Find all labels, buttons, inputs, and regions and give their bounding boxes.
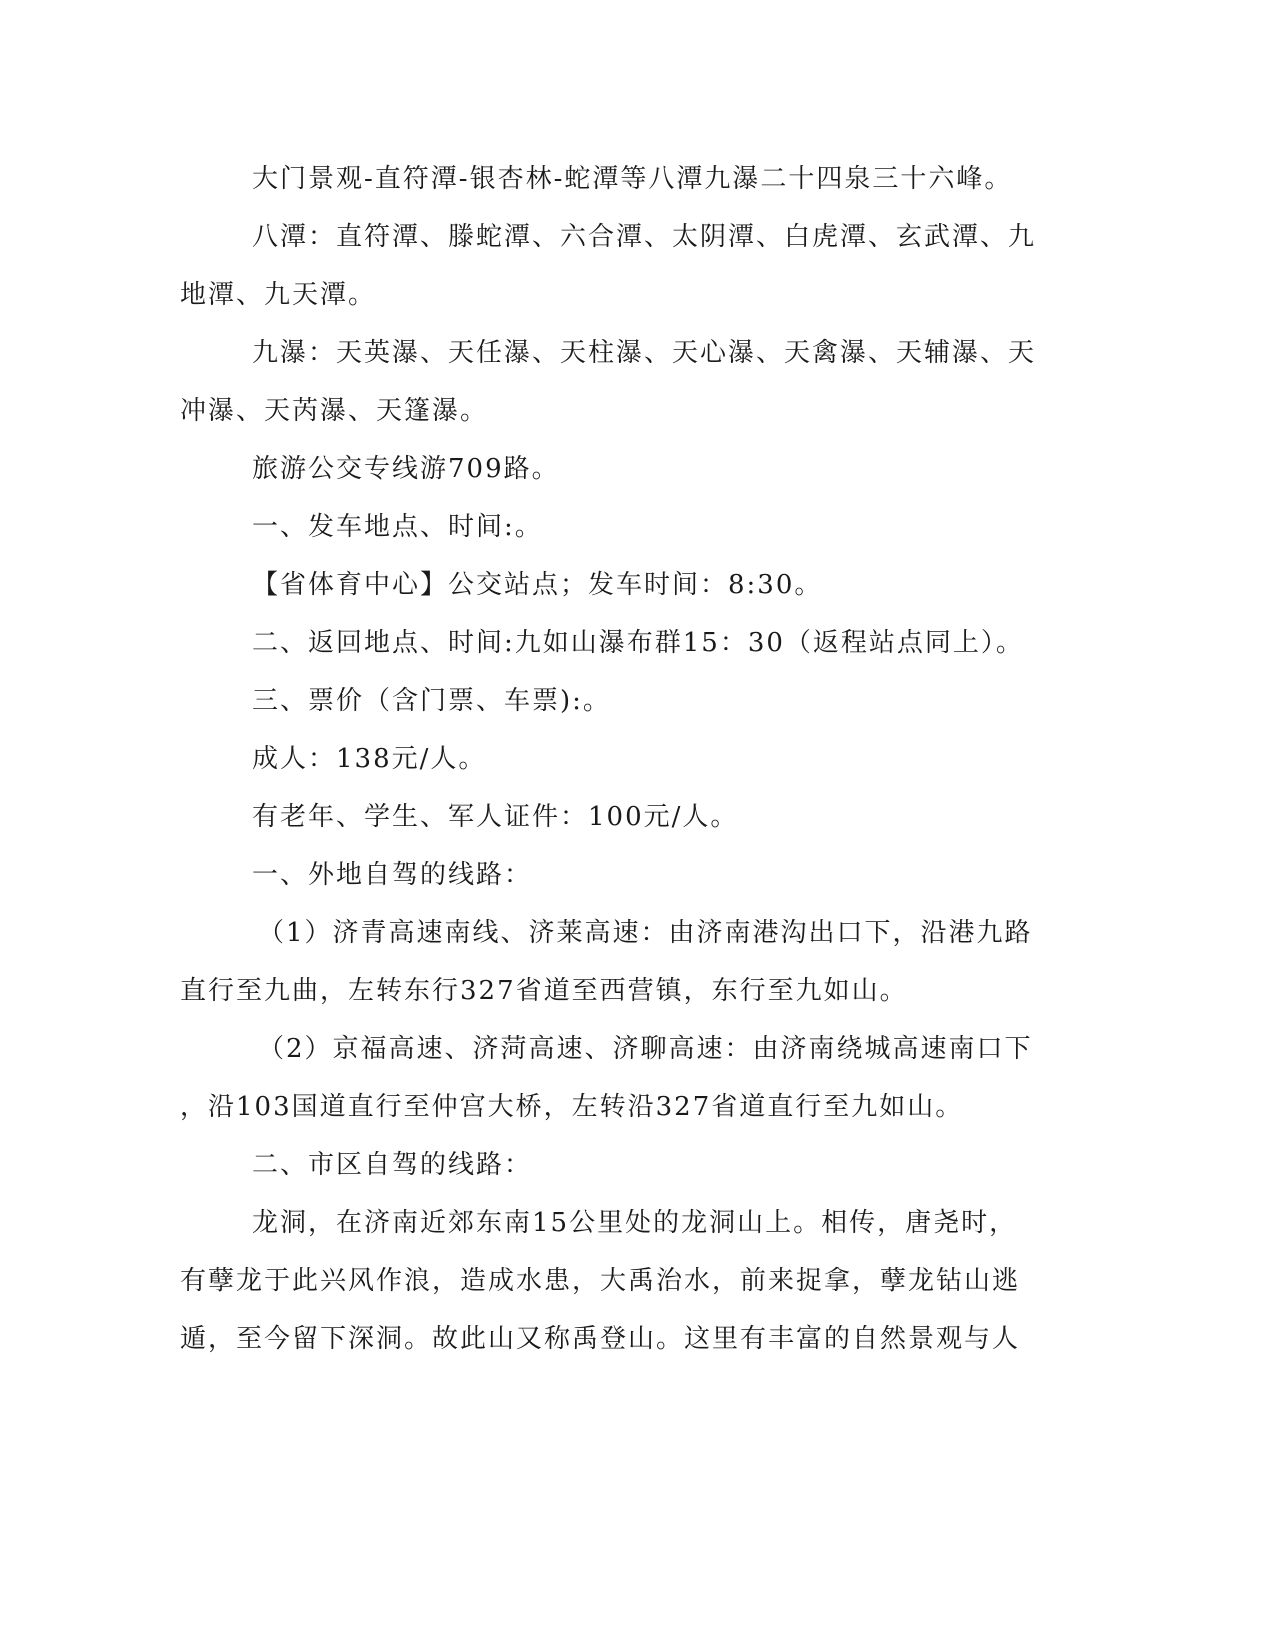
text-line: 三、票价（含门票、车票):。 bbox=[252, 686, 611, 716]
text-line: （2）京福高速、济菏高速、济聊高速：由济南绕城高速南口下 bbox=[258, 1034, 1033, 1064]
paragraph-nine-waterfalls bbox=[180, 324, 1037, 440]
paragraph-scenic-route bbox=[180, 150, 1030, 208]
paragraph-eight-pools bbox=[180, 208, 1037, 324]
paragraph-city-driving bbox=[180, 1136, 1030, 1194]
text-line: 龙洞，在济南近郊东南15公里处的龙洞山上。相传，唐尧时， bbox=[252, 1208, 1018, 1238]
text-line: 八潭：直符潭、滕蛇潭、六合潭、太阴潭、白虎潭、玄武潭、九 bbox=[252, 222, 1037, 252]
text-line: 直行至九曲，左转东行327省道至西营镇，东行至九如山。 bbox=[180, 976, 908, 1006]
text-line: 二、返回地点、时间:九如山瀑布群15：30（返程站点同上）。 bbox=[252, 628, 1024, 658]
paragraph-return bbox=[180, 614, 1030, 672]
text-line: 二、市区自驾的线路： bbox=[252, 1150, 533, 1180]
text-line: 一、发车地点、时间:。 bbox=[252, 512, 543, 542]
paragraph-route-2 bbox=[180, 1020, 1033, 1136]
paragraph-departure bbox=[180, 498, 1030, 556]
paragraph-departure-stop bbox=[180, 556, 1030, 614]
paragraph-adult-price bbox=[180, 730, 1030, 788]
text-line: 地潭、九天潭。 bbox=[180, 280, 377, 310]
paragraph-discount-price bbox=[180, 788, 1030, 846]
text-line: 有老年、学生、军人证件：100元/人。 bbox=[252, 802, 739, 832]
paragraph-longdong bbox=[180, 1194, 1030, 1368]
text-line: （1）济青高速南线、济莱高速：由济南港沟出口下，沿港九路 bbox=[258, 918, 1033, 948]
text-line: 有孽龙于此兴风作浪，造成水患，大禹治水，前来捉拿，孽龙钻山逃 bbox=[180, 1266, 1021, 1296]
text-line: 遁，至今留下深洞。故此山又称禹登山。这里有丰富的自然景观与人 bbox=[180, 1324, 1021, 1354]
text-line: 成人：138元/人。 bbox=[252, 744, 487, 774]
paragraph-bus-line bbox=[180, 440, 1030, 498]
paragraph-ticket-price bbox=[180, 672, 1030, 730]
document-body bbox=[180, 150, 1037, 1368]
text-line: 冲瀑、天芮瀑、天篷瀑。 bbox=[180, 396, 489, 426]
text-line: 一、外地自驾的线路： bbox=[252, 860, 533, 890]
paragraph-route-1 bbox=[180, 904, 1033, 1020]
text-line: 九瀑：天英瀑、天任瀑、天柱瀑、天心瀑、天禽瀑、天辅瀑、天 bbox=[252, 338, 1037, 368]
text-line: 【省体育中心】公交站点；发车时间：8:30。 bbox=[252, 570, 823, 600]
text-line: 旅游公交专线游709路。 bbox=[252, 454, 560, 484]
text-line: 大门景观-直符潭-银杏林-蛇潭等八潭九瀑二十四泉三十六峰。 bbox=[252, 164, 1013, 194]
text-line: ，沿103国道直行至仲宫大桥，左转沿327省道直行至九如山。 bbox=[180, 1092, 964, 1122]
paragraph-outside-driving bbox=[180, 846, 1030, 904]
